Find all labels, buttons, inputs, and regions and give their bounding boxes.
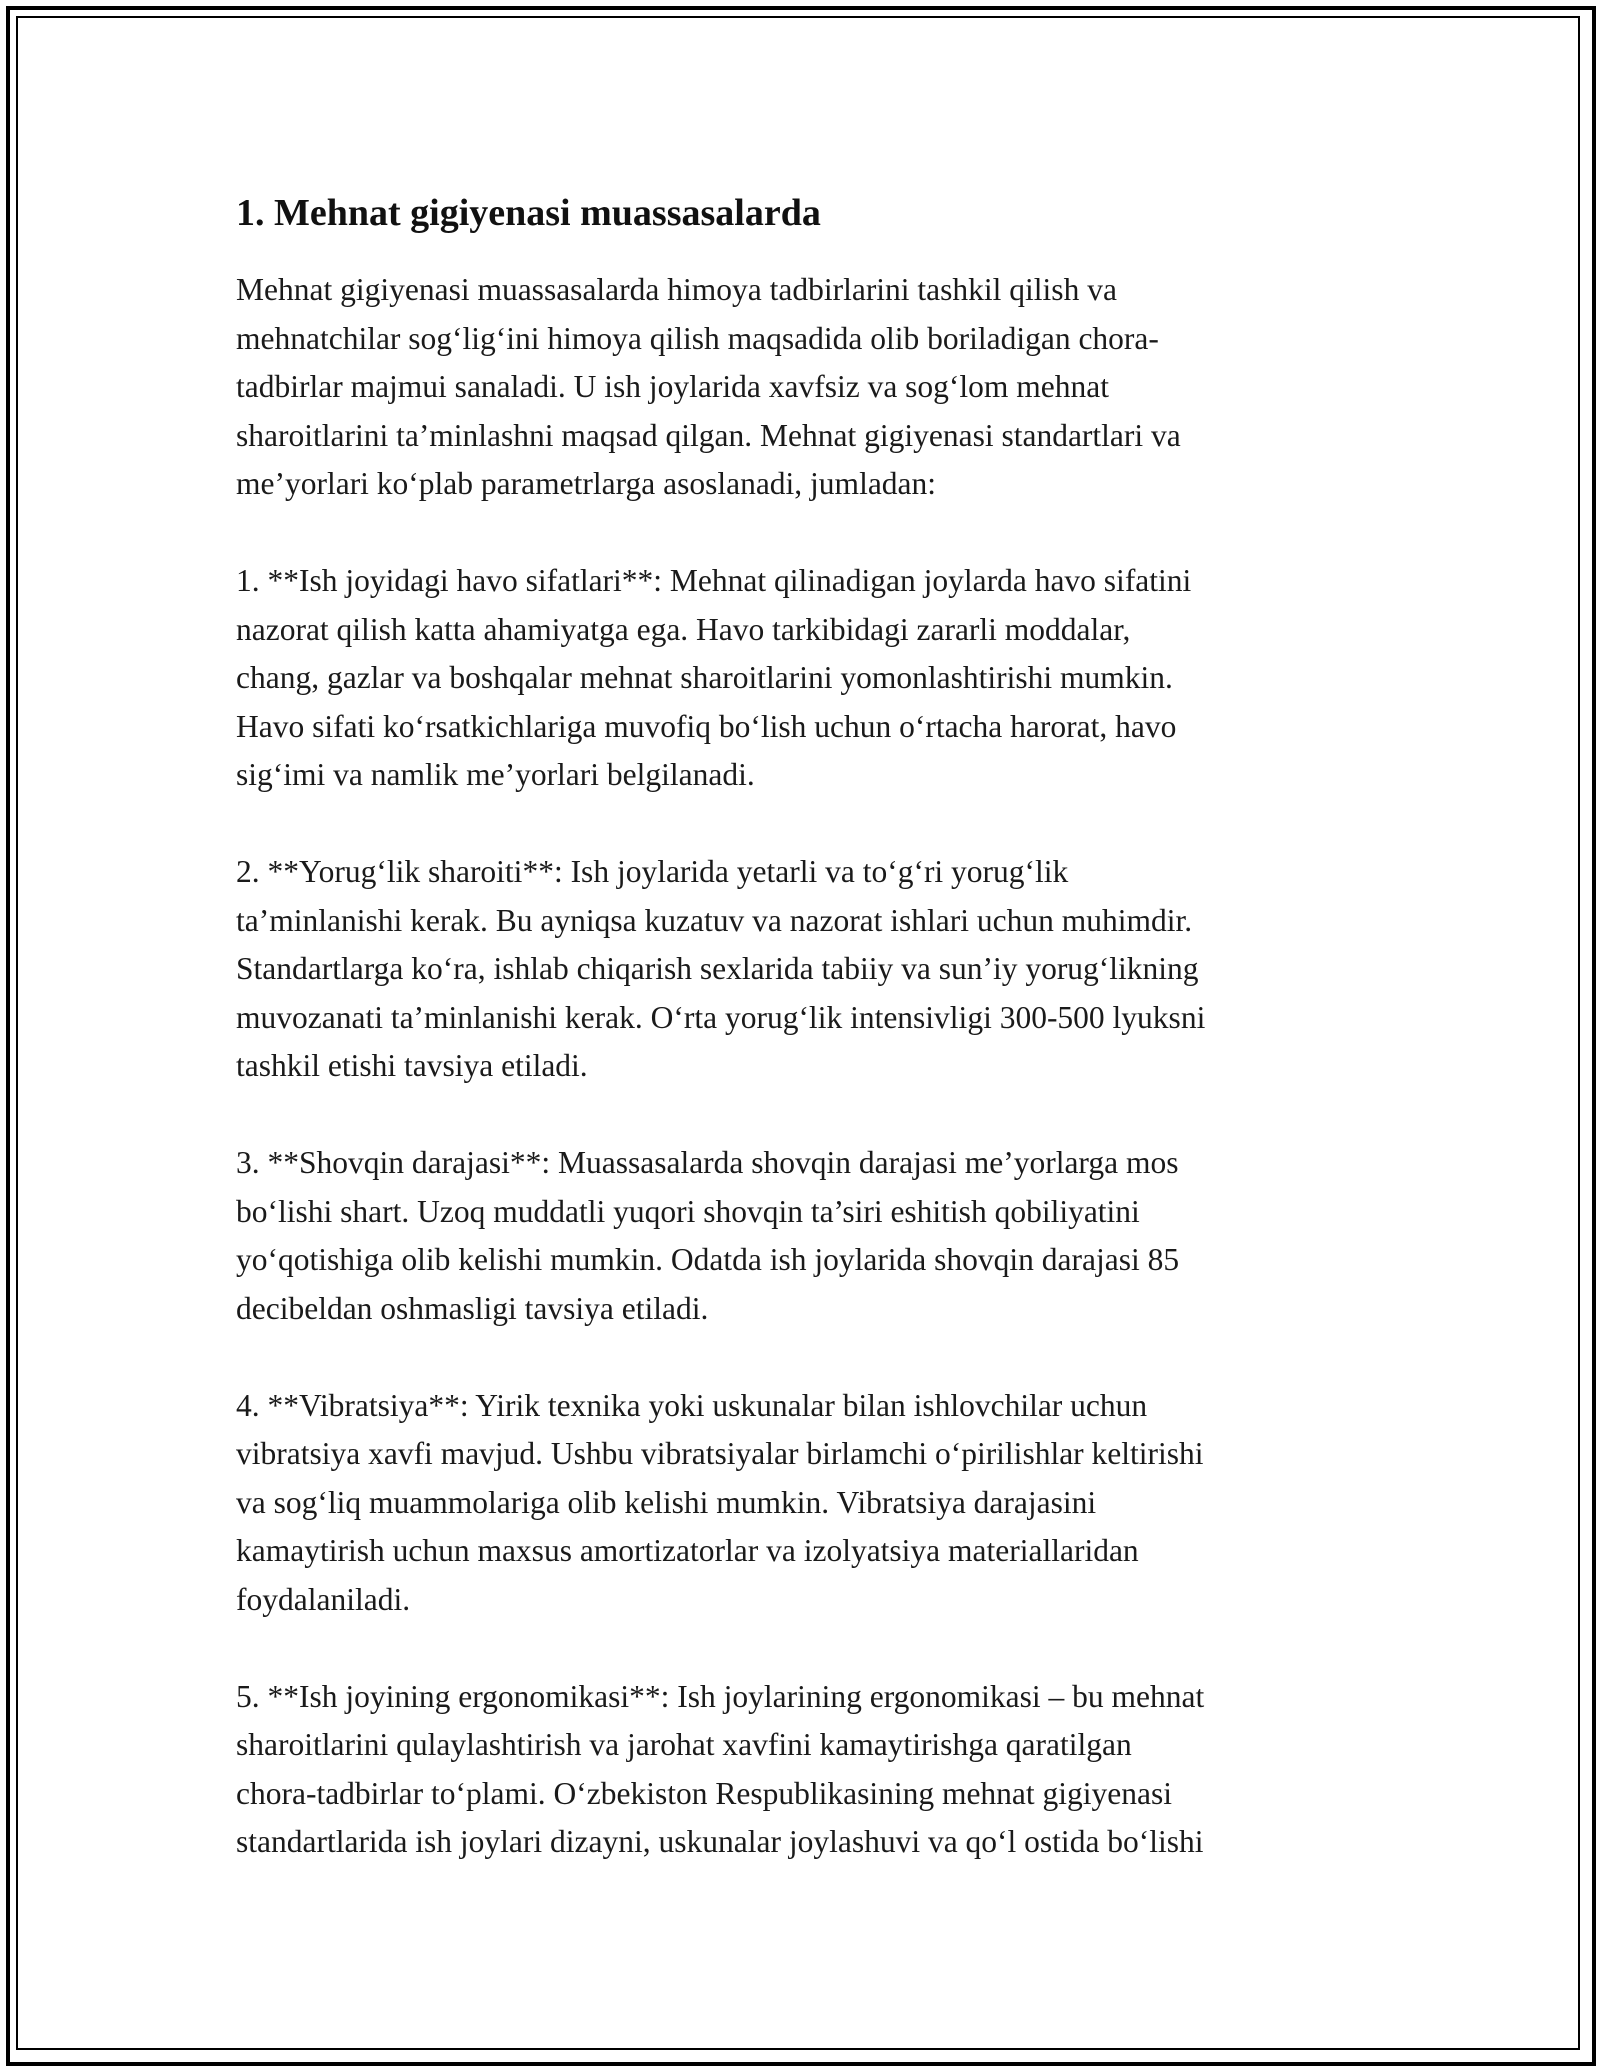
text-line: me’yorlari ko‘plab parametrlarga asoslanadi, jumladan: <box>236 466 937 501</box>
text-line: nazorat qilish katta ahamiyatga ega. Havo tarkibidagi zararli moddalar, <box>236 611 1131 647</box>
text-line: kamaytirish uchun maxsus amortizatorlar va izolyatsiya materiallaridan <box>236 1533 1139 1568</box>
text-line: sharoitlarini qulaylashtirish va jarohat xavfini kamaytirishga qaratilgan <box>236 1727 1132 1762</box>
text-line: vibratsiya xavfi mavjud. Ushbu vibratsiyalar birlamchi o‘pirilishlar keltirishi <box>236 1436 1204 1471</box>
text-line: tashkil etishi tavsiya etiladi. <box>236 1048 588 1083</box>
text-line: 2. **Yorug‘lik sharoiti**: Ish joylarida yetarli va to‘g‘ri yorug‘lik <box>236 854 1069 889</box>
text-line: Standartlarga ko‘ra, ishlab chiqarish sexlarida tabiiy va sun’iy yorug‘likning <box>236 951 1199 986</box>
text-line: 3. **Shovqin darajasi**: Muassasalarda shovqin darajasi me’yorlarga mos <box>236 1145 1179 1180</box>
text-line: bo‘lishi shart. Uzoq muddatli yuqori shovqin ta’siri eshitish qobiliyatini <box>236 1193 1140 1229</box>
text-line: 1. **Ish joyidagi havo sifatlari**: Mehnat qilinadigan joylarda havo sifatini <box>236 563 1192 598</box>
text-line: mehnatchilar sog‘lig‘ini himoya qilish maqsadida olib boriladigan chora- <box>236 320 1159 356</box>
text-line: muvozanati ta’minlanishi kerak. O‘rta yorug‘lik intensivligi 300-500 lyuksni <box>236 999 1206 1035</box>
document-body <box>236 186 1376 1915</box>
paragraph-item-5 <box>236 1673 1376 1867</box>
text-line: 4. **Vibratsiya**: Yirik texnika yoki uskunalar bilan ishlovchilar uchun <box>236 1387 1148 1423</box>
paragraph-item-4 <box>236 1382 1376 1625</box>
text-line: va sog‘liq muammolariga olib kelishi mumkin. Vibratsiya darajasini <box>236 1484 1097 1520</box>
paragraph-item-2 <box>236 848 1376 1091</box>
text-line: chang, gazlar va boshqalar mehnat sharoitlarini yomonlashtirishi mumkin. <box>236 660 1173 695</box>
text-line: yo‘qotishiga olib kelishi mumkin. Odatda ish joylarida shovqin darajasi 85 <box>236 1242 1180 1277</box>
text-line: 5. **Ish joyining ergonomikasi**: Ish joylarining ergonomikasi – bu mehnat <box>236 1678 1205 1714</box>
text-line: foydalaniladi. <box>236 1581 411 1617</box>
section-heading: 1. Mehnat gigiyenasi muassasalarda <box>236 192 821 234</box>
text-line: decibeldan oshmasligi tavsiya etiladi. <box>236 1290 709 1326</box>
paragraph-intro <box>236 266 1376 509</box>
text-line: standartlarida ish joylari dizayni, uskunalar joylashuvi va qo‘l ostida bo‘lishi <box>236 1824 1204 1859</box>
paragraph-item-3 <box>236 1139 1376 1333</box>
text-line: chora-tadbirlar to‘plami. O‘zbekiston Respublikasining mehnat gigiyenasi <box>236 1775 1173 1811</box>
text-line: Mehnat gigiyenasi muassasalarda himoya tadbirlarini tashkil qilish va <box>236 272 1117 307</box>
text-line: tadbirlar majmui sanaladi. U ish joylarida xavfsiz va sog‘lom mehnat <box>236 369 1110 404</box>
text-line: sharoitlarini ta’minlashni maqsad qilgan. Mehnat gigiyenasi standartlari va <box>236 417 1181 453</box>
text-line: ta’minlanishi kerak. Bu ayniqsa kuzatuv va nazorat ishlari uchun muhimdir. <box>236 902 1193 938</box>
paragraph-item-1 <box>236 557 1376 800</box>
text-line: sig‘imi va namlik me’yorlari belgilanadi. <box>236 757 755 792</box>
text-line: Havo sifati ko‘rsatkichlariga muvofiq bo‘lish uchun o‘rtacha harorat, havo <box>236 708 1177 744</box>
